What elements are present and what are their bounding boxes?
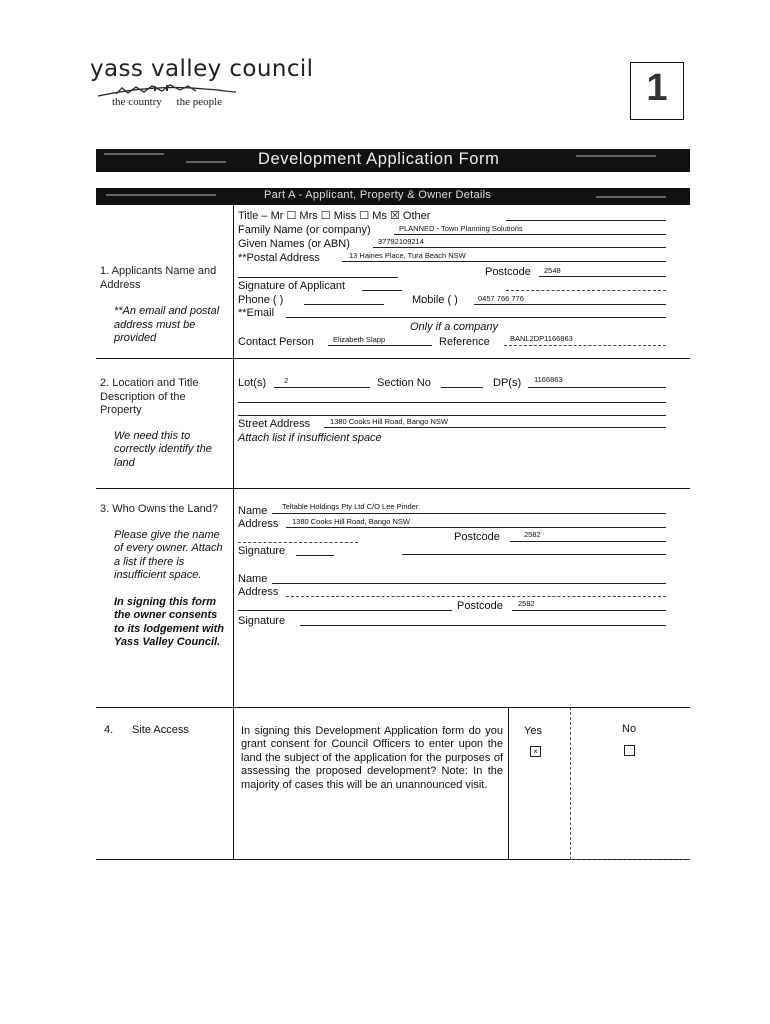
page-number-box <box>630 62 684 120</box>
section-owner-label <box>100 503 230 650</box>
email-label: **Email <box>238 307 275 319</box>
form-title-banner <box>96 149 690 172</box>
yes-checkbox[interactable]: × <box>530 746 541 757</box>
owner-postcode-field[interactable]: 2582 <box>524 530 541 539</box>
street-address-label: Street Address <box>238 418 311 430</box>
column-divider <box>233 205 234 860</box>
every-owner-note: Please give the name of every owner. Attach a list if there is insufficient space. <box>114 528 223 581</box>
section-owner-title: 3. Who Owns the Land? <box>100 503 219 515</box>
section-no-label: Section No <box>377 377 431 389</box>
owner-address-field[interactable]: 1380 Cooks Hill Road, Bango NSW <box>292 517 410 526</box>
yes-label: Yes <box>524 725 542 737</box>
row-divider <box>96 488 690 489</box>
owner-signature-label: Signature <box>238 545 286 557</box>
owner-name-field[interactable]: Teltable Holdings Pty Ltd C/O Lee Pinder <box>282 502 419 511</box>
owner-name-label: Name <box>238 505 268 517</box>
email-postal-required-note: **An email and postal address must be provided <box>114 305 220 344</box>
owner2-postcode-field[interactable]: 2582 <box>518 599 535 608</box>
owner2-name-field[interactable] <box>272 583 666 584</box>
no-checkbox[interactable] <box>624 745 635 756</box>
owner2-postcode-label: Postcode <box>457 600 503 612</box>
lots-field[interactable]: 2 <box>284 376 289 385</box>
dp-label: DP(s) <box>493 377 522 389</box>
council-logo <box>90 56 313 108</box>
section-location-title: 2. Location and Title Description of the Property <box>100 377 199 416</box>
owner2-address-field[interactable] <box>286 596 666 597</box>
family-name-field[interactable]: PLANNED - Town Planning Solutions <box>399 224 523 233</box>
tagline-country: the country <box>112 96 162 108</box>
postcode-field[interactable]: 2548 <box>544 266 561 275</box>
application-form <box>96 205 690 860</box>
lots-label: Lot(s) <box>238 377 267 389</box>
contact-person-field[interactable]: Elizabeth Slapp <box>333 335 386 344</box>
applicant-signature-field[interactable] <box>362 290 402 291</box>
mobile-label: Mobile ( ) <box>412 294 458 306</box>
section-location-label <box>100 377 230 470</box>
section-applicant-title: 1. Applicants Name and Address <box>100 265 217 291</box>
phone-label: Phone ( ) <box>238 294 284 306</box>
attach-list-note: Attach list if insufficient space <box>238 432 382 444</box>
yes-column-divider <box>508 707 509 860</box>
applicant-signature-label: Signature of Applicant <box>238 280 346 292</box>
section-no-field[interactable] <box>441 387 483 388</box>
page-number: 1 <box>646 67 668 109</box>
postal-address-label: **Postal Address <box>238 252 320 264</box>
identify-land-note: We need this to correctly identify the land <box>114 429 212 469</box>
company-only-note: Only if a company <box>410 321 499 333</box>
owner-postcode-label: Postcode <box>454 531 500 543</box>
reference-field[interactable]: BANL2DP1166863 <box>510 334 573 343</box>
owner-consent-note: In signing this form the owner consents to its lodgement with Yass Valley Council. <box>114 595 224 648</box>
owner2-name-label: Name <box>238 573 268 585</box>
part-a-heading: Part A - Applicant, Property & Owner Details <box>264 189 492 201</box>
logo-tagline <box>112 96 313 108</box>
mobile-field[interactable]: 0457 766 776 <box>478 294 524 303</box>
reference-label: Reference <box>439 336 490 348</box>
family-name-label: Family Name (or company) <box>238 224 371 236</box>
logo-name: yass valley council <box>90 56 314 82</box>
street-address-field[interactable]: 1380 Cooks Hill Road, Bango NSW <box>330 417 448 426</box>
owner2-signature-label: Signature <box>238 615 286 627</box>
row-divider <box>96 707 690 708</box>
email-field[interactable] <box>286 317 666 318</box>
postcode-label: Postcode <box>485 266 531 278</box>
section-access-number: 4. <box>104 724 114 736</box>
given-names-label: Given Names (or ABN) <box>238 238 350 250</box>
owner-address-label: Address <box>238 518 279 530</box>
form-title: Development Application Form <box>258 150 500 168</box>
tagline-people: the people <box>176 96 223 108</box>
postal-address-field[interactable]: 13 Haines Place, Tura Beach NSW <box>349 251 466 260</box>
site-access-consent-text: In signing this Development Application form do you grant consent for Council Officers to enter upon the land the subject of the application for the purposes of assessing the proposed development? Note: In the majority of cases this will be an unannounced visit. <box>241 725 503 791</box>
contact-person-label: Contact Person <box>238 336 314 348</box>
title-options[interactable]: Title – Mr ☐ Mrs ☐ Miss ☐ Ms ☒ Other <box>238 210 431 222</box>
section-access-title: Site Access <box>132 724 189 736</box>
no-label: No <box>622 723 637 735</box>
owner2-signature-field[interactable] <box>300 625 666 626</box>
owner-signature-field[interactable] <box>296 555 334 556</box>
phone-field[interactable] <box>304 304 384 305</box>
given-names-field[interactable]: 37792109214 <box>378 237 424 246</box>
dp-field[interactable]: 1166863 <box>534 375 563 384</box>
part-a-banner <box>96 188 690 205</box>
owner2-address-label: Address <box>238 586 279 598</box>
no-column-divider <box>570 707 571 860</box>
row-divider <box>96 358 690 359</box>
section-applicant-label <box>100 265 230 346</box>
